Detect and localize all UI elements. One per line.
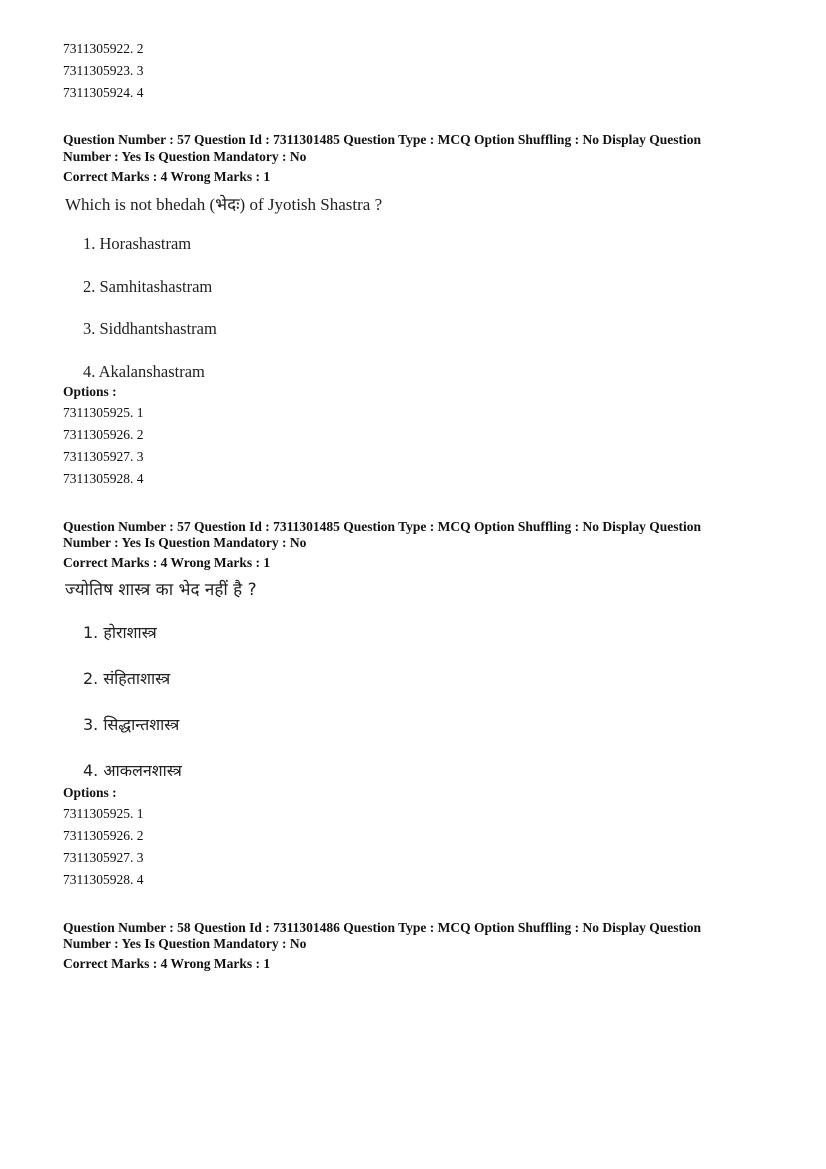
choice: 1. Horashastram [83,234,192,253]
option-line: 7311305926. 2 [63,828,144,843]
option-line: 7311305927. 3 [63,850,144,865]
choice: 3. Siddhantshastram [83,319,217,338]
option-line: 7311305926. 2 [63,427,144,442]
choice: 2. Samhitashastram [83,277,213,296]
option-line: 7311305925. 1 [63,405,144,420]
option-line: 7311305928. 4 [63,471,144,486]
question-meta-line2: Number : Yes Is Question Mandatory : No [63,936,307,951]
option-line: 7311305928. 4 [63,872,144,887]
question-meta-line2: Number : Yes Is Question Mandatory : No [63,535,307,550]
choice: 4. आकलनशास्त्र [83,761,182,780]
question-meta-line1: Question Number : 58 Question Id : 7311301486 Question Type : MCQ Option Shuffling : No Display Question [63,920,701,935]
question-meta-line1: Question Number : 57 Question Id : 7311301485 Question Type : MCQ Option Shuffling : No Display Question [63,132,701,147]
options-label: Options : [63,785,117,800]
question-text: ज्योतिष शास्त्र का भेद नहीं है ? [65,580,257,600]
option-line: 7311305922. 2 [63,41,144,56]
choice: 3. सिद्धान्तशास्त्र [83,715,180,734]
choice: 1. होराशास्त्र [83,623,157,642]
question-marks: Correct Marks : 4 Wrong Marks : 1 [63,555,271,570]
options-label: Options : [63,384,117,399]
question-text: Which is not bhedah (भेदः) of Jyotish Shastra ? [65,195,383,214]
option-line: 7311305925. 1 [63,806,144,821]
option-line: 7311305927. 3 [63,449,144,464]
question-marks: Correct Marks : 4 Wrong Marks : 1 [63,956,271,971]
question-meta-line1: Question Number : 57 Question Id : 7311301485 Question Type : MCQ Option Shuffling : No Display Question [63,519,701,534]
question-marks: Correct Marks : 4 Wrong Marks : 1 [63,169,271,184]
question-meta-line2: Number : Yes Is Question Mandatory : No [63,149,307,164]
option-line: 7311305923. 3 [63,63,144,78]
choice: 2. संहिताशास्त्र [83,669,171,688]
choice: 4. Akalanshastram [83,362,205,381]
option-line: 7311305924. 4 [63,85,144,100]
